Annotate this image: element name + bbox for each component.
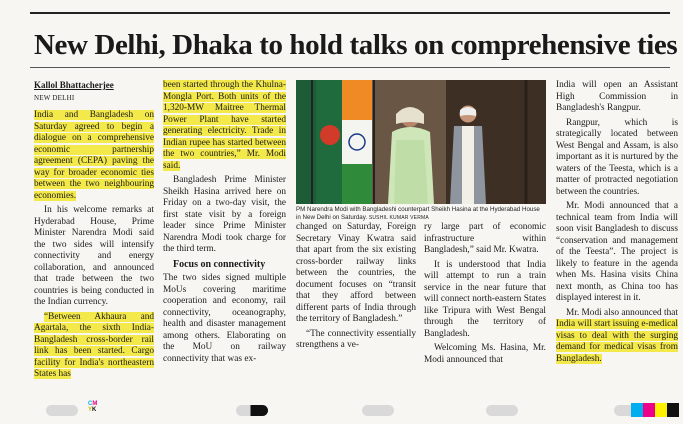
paragraph: The two sides signed multiple MoUs covering maritime cooperation and economy, rail connectivity, oceanography, health and disaster management among others. Elaborating on the MoU on railway connectivity that was ex-: [163, 273, 286, 364]
headline-rule: [30, 67, 670, 68]
dateline: NEW DELHI: [34, 93, 75, 102]
photo-caption: [296, 206, 546, 222]
paragraph: Mr. Modi announced that a technical team from India will soon visit Bangladesh to discuss “conservation and management of the Teesta”. The project is likely to feature in the agenda when Ms. Hasina visits China next month, as China too has displayed interest in it.: [556, 201, 678, 303]
highlighted-text: India and Bangladesh on Saturday agreed to begin a dialogue on a comprehensive economic partnership agreement (CEPA) paving the way for broader economic ties between the two neighbouring economies.: [34, 110, 154, 201]
cmyk-k: K: [92, 407, 97, 413]
highlighted-text: “Between Akhaura and Agartala, the sixth India-Bangladesh cross-border rail link has been started. Cargo facility for India's northeastern States has: [34, 311, 154, 379]
paragraph: “The connectivity essentially strengthens a ve-: [296, 328, 416, 350]
top-rule: [30, 12, 670, 14]
cmyk-m: M: [92, 401, 98, 407]
paragraph: changed on Saturday, Foreign Secretary Vinay Kwatra said that apart from the six existing cross-border railway links between the countries, the document focuses on “transit that they afford between different parts of India through the territory of Bangladesh.”: [296, 222, 416, 324]
paragraph: [34, 312, 154, 381]
headline: New Delhi, Dhaka to hold talks on comprehensive ties: [34, 29, 678, 61]
swatch-cyan: [631, 403, 643, 417]
paragraph: Bangladesh Prime Minister Sheikh Hasina arrived here on Friday on a two-day visit, the first state visit by a foreign leader since Prime Minister Narendra Modi took charge for the third term.: [163, 175, 286, 254]
registration-mark: [46, 405, 78, 416]
column-2: [163, 80, 286, 368]
caption-text: PM Narendra Modi with Bangladeshi counterpart Sheikh Hasina at the Hyderabad House in New Delhi on Saturday.: [296, 206, 540, 221]
swatch-yellow: [655, 403, 667, 417]
paragraph: Welcoming Ms. Hasina, Mr. Modi announced that: [424, 343, 546, 365]
cmyk-label: [88, 401, 97, 413]
paragraph: [34, 110, 154, 202]
swatch-black: [667, 403, 679, 417]
highlighted-text: been started through the Khulna-Mongla Port. Both units of the 1,320-MW Maitree Thermal Power Plant have started generating electricity. Trade in Indian rupee has started between the two countries,” Mr. Modi said.: [163, 80, 286, 171]
cmyk-y: Y: [88, 407, 93, 413]
registration-mark: [486, 405, 518, 416]
registration-mark: [362, 405, 394, 416]
paragraph: Rangpur, which is strategically located between West Bengal and Assam, is also important as it is nurtured by the waters of the Teesta, which is a matter of protracted negotiation between the countries.: [556, 117, 678, 197]
swatch-magenta: [643, 403, 655, 417]
text: Mr. Modi also announced that: [566, 307, 678, 318]
article-photo: [296, 80, 546, 204]
column-1: [34, 80, 154, 384]
byline: Kallol Bhattacherjee: [34, 80, 114, 90]
paragraph: ry large part of economic infrastructure within Bangladesh,” said Mr. Kwatra.: [424, 222, 546, 255]
subhead: Focus on connectivity: [173, 258, 266, 270]
column-4: [424, 222, 546, 369]
registration-mark: [236, 405, 268, 416]
column-5: [556, 80, 678, 368]
cmyk-c: C: [88, 401, 93, 407]
column-3: [296, 222, 416, 355]
highlighted-text: India will start issuing e-medical visas to deal with the surging demand for medical visas from Bangladesh.: [556, 319, 678, 364]
photo-illustration: [296, 80, 546, 204]
paragraph: [163, 80, 286, 172]
paragraph: It is understood that India will attempt to run a train service in the near future that will connect north-eastern States like Tripura with West Bengal through the territory of Bangladesh.: [424, 259, 546, 339]
paragraph: India will open an Assistant High Commission in Bangladesh's Rangpur.: [556, 80, 678, 113]
paragraph: [556, 308, 678, 366]
paragraph: In his welcome remarks at Hyderabad House, Prime Minister Narendra Modi said the two sides will intensify connectivity and energy collaboration, and announced that trade between the two countries is being conducted in the Indian currency.: [34, 205, 154, 307]
photo-credit: SUSHIL KUMAR VERMA: [368, 215, 429, 221]
